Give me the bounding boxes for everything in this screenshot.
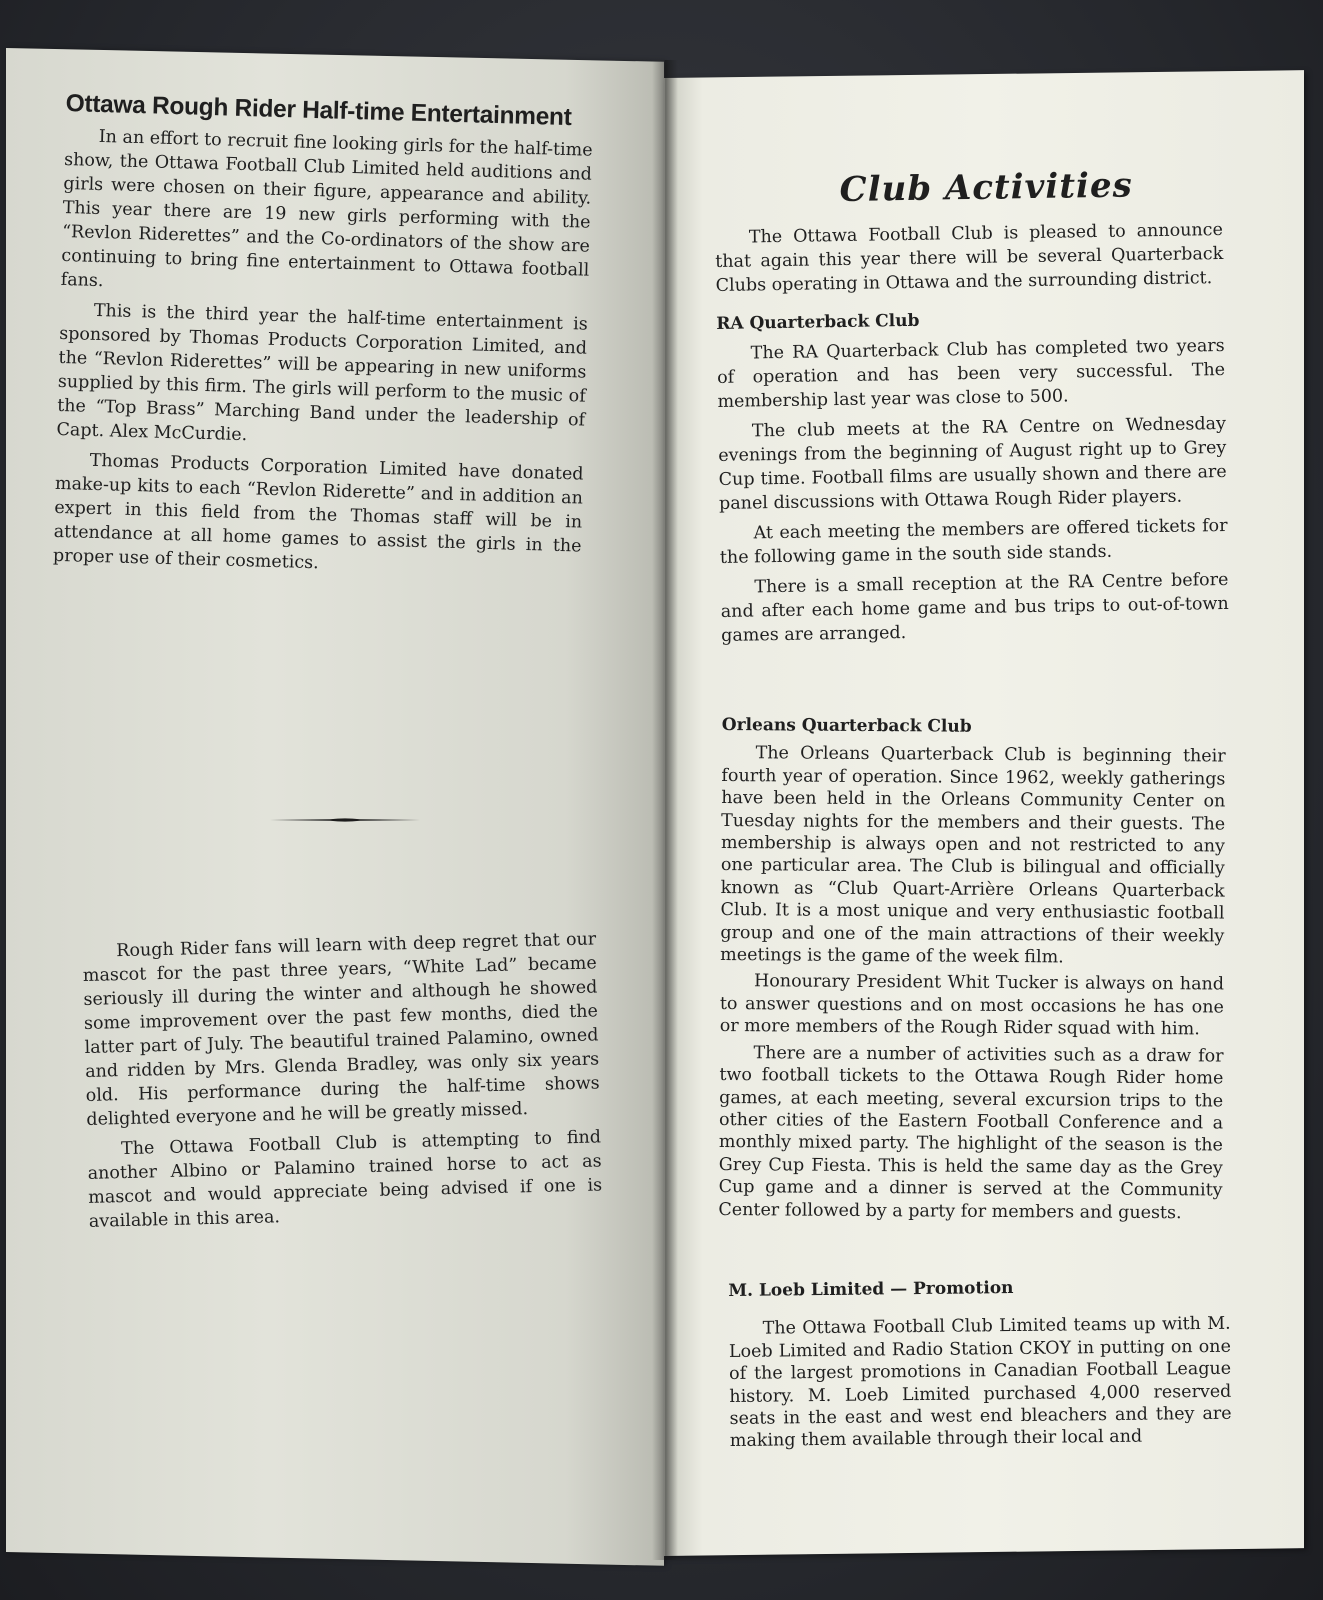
ra-paragraph-1: The RA Quarterback Club has completed two years of operation and has been very successful. The membership last year was close to 500. <box>716 336 1226 412</box>
orleans-section <box>718 700 1226 1228</box>
club-activities-section <box>714 165 1229 654</box>
orleans-club-heading: Orleans Quarterback Club <box>721 714 972 737</box>
mascot-paragraph-1: Rough Rider fans will learn with deep regret that our mascot for the past three years, “White Lad” became seriously ill during the winter and although he showed some improvement over the past few months, died the latter part of July. The beautiful trained Palamino, owned and ridden by Mrs. Glenda Bradley, was only six years old. His performance during the half-time shows delighted everyone and he will be greatly missed. <box>82 929 600 1130</box>
loeb-paragraph: The Ottawa Football Club Limited teams up with M. Loeb Limited and Radio Station CKOY in putting on one of the largest promotions in Canadian Football League history. M. Loeb Limited purchased 4,000 reserved seats in the east and west end bleachers and they are making them available through their local and <box>728 1314 1232 1452</box>
halftime-article <box>53 92 594 589</box>
orleans-paragraph-3: There are a number of activities such as a draw for two football tickets to the Ottawa Rough Rider home games, at each meeting, several excursion trips to the other cities of the Eastern Football Conference and a monthly mixed party. The highlight of the season is the Grey Cup Fiesta. This is held the same day as the Grey Cup game and a dinner is served at the Community Center followed by a party for members and guests. <box>718 1042 1224 1223</box>
club-activities-title: Club Activities <box>839 165 1133 211</box>
halftime-paragraph-2: This is the third year the half-time entertainment is sponsored by Thomas Products Corporation Limited, and the “Revlon Riderettes” will be appearing in new uniforms supplied by this firm. The girls will perform to the music of the “Top Brass” Marching Band under the leadership of Capt. Alex McCurdie. <box>56 300 588 446</box>
halftime-heading: Ottawa Rough Rider Half-time Entertainment <box>65 90 572 132</box>
ornamental-divider <box>270 816 420 824</box>
halftime-paragraph-1: In an effort to recruit fine looking girls for the half-time show, the Ottawa Football Club Limited held auditions and girls were chosen on their figure, appearance and ability. This year there are 19 new girls performing with the “Revlon Riderettes” and the Co-ordinators of the show are continuing to bring fine entertainment to Ottawa football fans. <box>60 126 593 292</box>
orleans-paragraph-1: The Orleans Quarterback Club is beginning their fourth year of operation. Since 1962, weekly gatherings have been held in the Orleans Community Center on Tuesday nights for the members and their guests. The membership is always open and not restricted to any one particular area. The Club is bilingual and officially known as “Club Quart-Arrière Orleans Quarterback Club. It is a most unique and very enthusiastic football group and one of the main attractions of their weekly meetings is the game of the week film. <box>720 743 1226 968</box>
ra-paragraph-2: The club meets at the RA Centre on Wednesday evenings from the beginning of August right up to Grey Cup time. Football films are usually shown and there are panel discussions with Ottawa Rough Rider players. <box>718 413 1227 514</box>
orleans-paragraph-2: Honourary President Whit Tucker is always on hand to answer questions and on most occasions he has one or more members of the Rough Rider squad with him. <box>719 971 1225 1040</box>
loeb-promotion-section <box>728 1261 1232 1453</box>
ra-club-heading: RA Quarterback Club <box>716 310 920 334</box>
mascot-paragraph-2: The Ottawa Football Club is attempting to find another Albino or Palamino trained horse to act as mascot and would appreciate being advised if one is available in this area. <box>87 1127 603 1232</box>
ra-paragraph-3: At each meeting the members are offered tickets for the following game in the south side stands. <box>719 515 1228 568</box>
ra-paragraph-4: There is a small reception at the RA Centre before and after each home game and bus trips to out-of-town games are arranged. <box>720 569 1229 646</box>
club-intro: The Ottawa Football Club is pleased to announce that again this year there will be several Quarterback Clubs operating in Ottawa and the surrounding district. <box>715 220 1224 296</box>
loeb-heading: M. Loeb Limited — Promotion <box>728 1278 1014 1301</box>
mascot-article <box>82 927 603 1239</box>
halftime-paragraph-3: Thomas Products Corporation Limited have donated make-up kits to each “Revlon Riderette” and in addition an expert in this field from the Thomas staff will be in attendance at all home games to assist the girls in the proper use of their cosmetics. <box>52 450 584 574</box>
